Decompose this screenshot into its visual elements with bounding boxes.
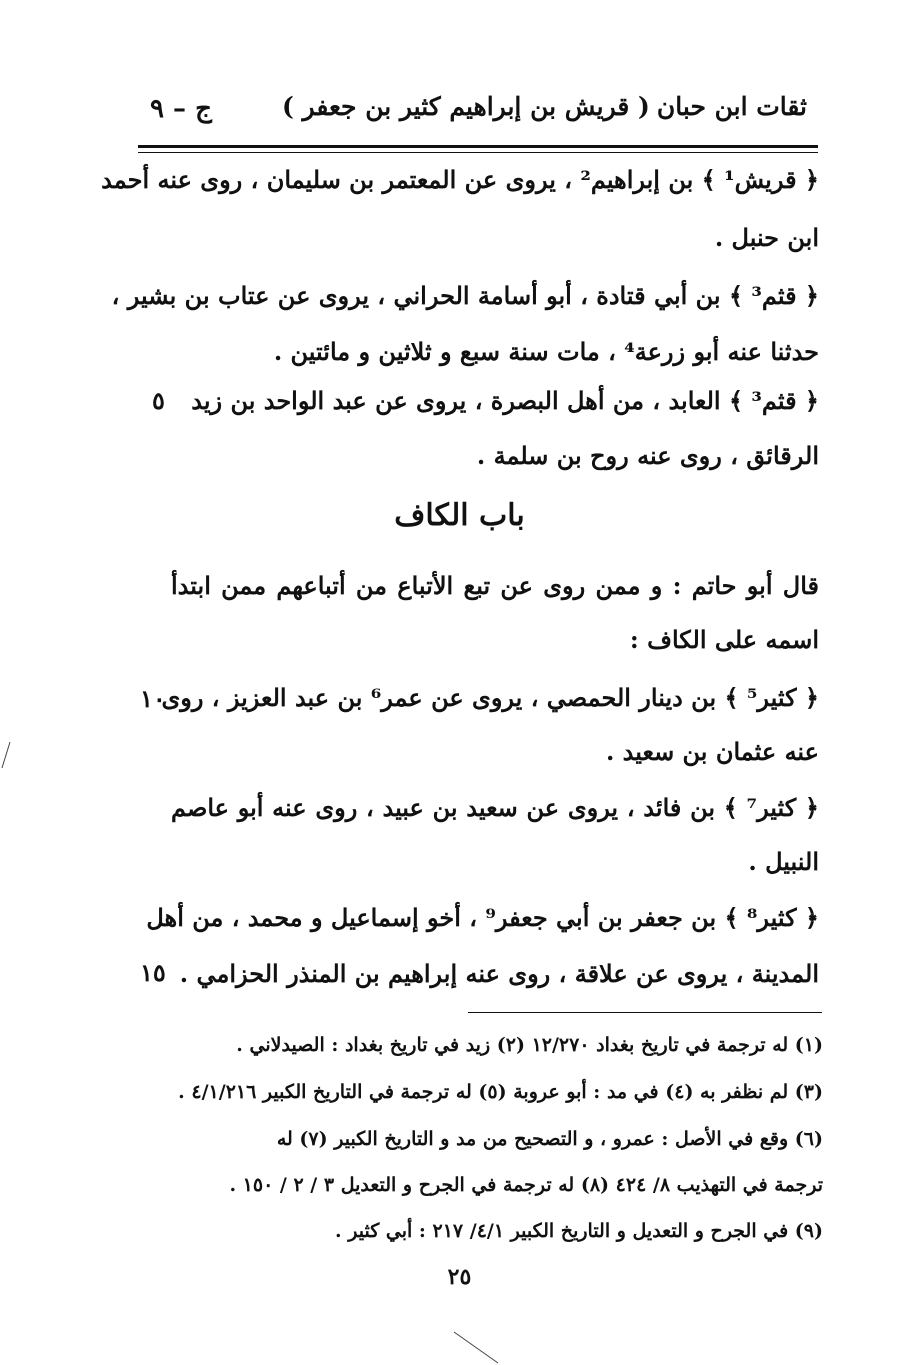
footnote-line-3: (٦) وقع في الأصل : عمرو ، و التصحيح من مد و التاريخ الكبير (٧) له — [276, 1128, 823, 1150]
footnote-line-5: (٩) في الجرح و التعديل و التاريخ الكبير ٤/١/ ٢١٧ : أبي كثير . — [335, 1220, 823, 1242]
body-line-7: قال أبو حاتم : و ممن روى عن تبع الأتباع من أتباعهم ممن ابتدأ — [171, 571, 819, 600]
header-rule-thick — [138, 145, 818, 148]
header-rule-thin — [138, 152, 818, 153]
body-line-2: ابن حنبل . — [714, 223, 819, 252]
body-line-8: اسمه على الكاف : — [629, 625, 819, 654]
body-line-3: ﴿ قثم³ ﴾ بن أبي قتادة ، أبو أسامة الحراني ، يروى عن عتاب بن بشير ، — [111, 281, 819, 310]
running-head-entry-range: ( قريش بن إبراهيم كثير بن جعفر ) — [282, 92, 650, 121]
footnote-line-4: ترجمة في التهذيب ٨/ ٤٢٤ (٨) له ترجمة في الجرح و التعديل ٣ / ٢ / ١٥٠ . — [229, 1174, 823, 1196]
page-number: ٢٥ — [447, 1264, 472, 1290]
footnote-line-2: (٣) لم نظفر به (٤) في مد : أبو عروبة (٥) له ترجمة في التاريخ الكبير ٤/١/٢١٦ . — [178, 1081, 823, 1103]
running-head-book-title: ثقات ابن حبان — [656, 92, 807, 121]
footnote-rule — [468, 1012, 822, 1013]
running-head-volume: ج – ٩ — [150, 94, 212, 124]
body-line-1: ﴿ قريش¹ ﴾ بن إبراهيم² ، يروى عن المعتمر بن سليمان ، روى عنه أحمد — [101, 165, 819, 194]
margin-line-number-5: ٥ — [152, 386, 165, 415]
margin-line-number-15: ١٥ — [140, 958, 166, 987]
body-line-6: الرقائق ، روى عنه روح بن سلمة . — [476, 441, 819, 470]
body-line-9: ﴿ كثير⁵ ﴾ بن دينار الحمصي ، يروى عن عمر⁶ بن عبد العزيز ، روى — [161, 683, 819, 712]
section-title: باب الكاف — [394, 498, 525, 533]
footnote-line-1: (١) له ترجمة في تاريخ بغداد ١٢/٢٧٠ (٢) زيد في تاريخ بغداد : الصيدلاني . — [236, 1034, 823, 1056]
body-line-4: حدثنا عنه أبو زرعة⁴ ، مات سنة سبع و ثلاثين و مائتين . — [273, 337, 819, 366]
body-line-12: النبيل . — [748, 847, 819, 876]
body-line-11: ﴿ كثير⁷ ﴾ بن فائد ، يروى عن سعيد بن عبيد ، روى عنه أبو عاصم — [171, 793, 819, 822]
margin-line-number-10: ١٠ — [140, 684, 166, 713]
scan-edge-mark — [0, 740, 12, 770]
body-line-5: ﴿ قثم³ ﴾ العابد ، من أهل البصرة ، يروى عن عبد الواحد بن زيد — [191, 386, 819, 415]
scan-corner-mark — [452, 1330, 502, 1365]
body-line-13: ﴿ كثير⁸ ﴾ بن جعفر بن أبي جعفر⁹ ، أخو إسماعيل و محمد ، من أهل — [146, 903, 819, 932]
body-line-10: عنه عثمان بن سعيد . — [605, 737, 819, 766]
body-line-14: المدينة ، يروى عن علاقة ، روى عنه إبراهيم بن المنذر الحزامي . — [179, 959, 819, 988]
